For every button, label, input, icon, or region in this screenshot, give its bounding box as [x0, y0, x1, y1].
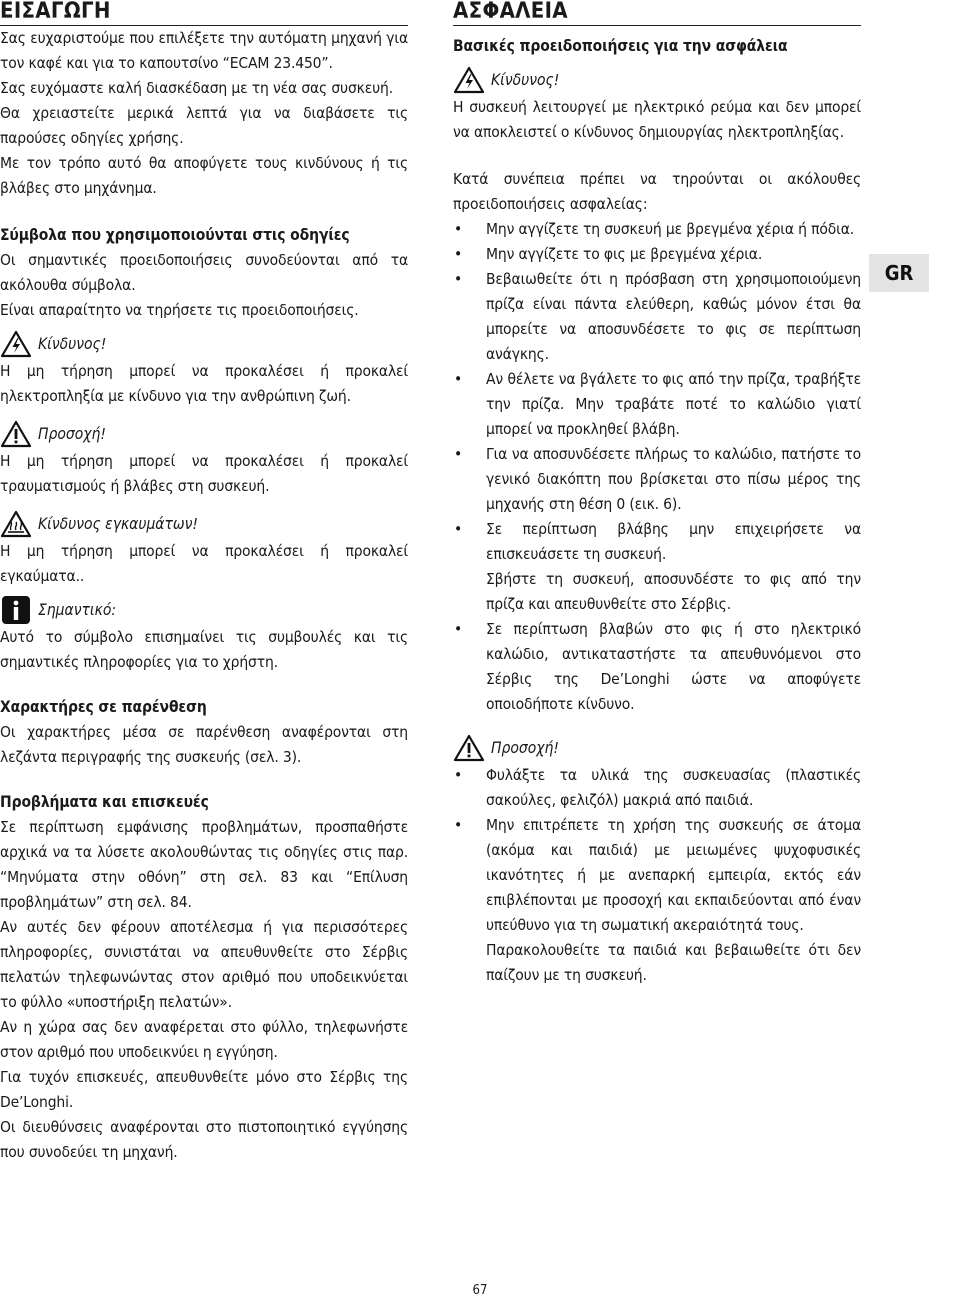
safety-danger-text: Η συσκευή λειτουργεί με ηλεκτρικό ρεύμα και δεν μπορεί να αποκλειστεί ο κίνδυνος δημιουργίας ηλεκτροπληξίας. — [453, 98, 861, 141]
problems-paragraph: Οι διευθύνσεις αναφέρονται στο πιστοποιητικό εγγύησης που συνοδεύει τη μηχανή. — [0, 1118, 408, 1161]
danger-row — [0, 329, 408, 359]
list-item: • Βεβαιωθείτε ότι η πρόσβαση στη χρησιμοποιούμενη πρίζα είναι πάντα ελεύθερη, καθώς μόνον έτσι θα μπορείτε να αποσυνδέσετε το φις σε περίπτωση ανάγκης. — [454, 270, 861, 363]
language-tab: GR — [869, 254, 929, 292]
warning-icon — [0, 420, 32, 448]
safety-subheading: Βασικές προειδοποιήσεις για την ασφάλεια — [453, 37, 788, 55]
left-column — [0, 0, 408, 1165]
electric-danger-icon — [453, 66, 485, 94]
caution-row — [0, 419, 408, 449]
safety-caution-label: Προσοχή! — [491, 738, 559, 757]
info-text: Αυτό το σύμβολο επισημαίνει τις συμβουλές και τις σημαντικές πληροφορίες για το χρήστη. — [0, 628, 408, 671]
problems-heading: Προβλήματα και επισκευές — [0, 793, 209, 811]
problems-paragraph: Σε περίπτωση εμφάνισης προβλημάτων, προσπαθήστε αρχικά να τα λύσετε ακολουθώντας τις οδηγίες στις παρ. “Μηνύματα στην οθόνη” στη σελ. 83 και “Επίλυση προβλημάτων” στη σελ. 84. — [0, 818, 408, 911]
bullet-continuation: Σβήστε τη συσκευή, αποσυνδέστε το φις από την πρίζα και απευθυνθείτε στο Σέρβις. — [486, 570, 861, 613]
safety-title: ΑΣΦΑΛΕΙΑ — [453, 0, 861, 26]
right-column — [453, 0, 861, 988]
safety-danger-label: Κίνδυνος! — [491, 70, 560, 89]
intro-paragraph: Σας ευχόμαστε καλή διασκέδαση με τη νέα σας συσκευή. — [0, 79, 393, 97]
hot-surface-icon — [0, 510, 32, 538]
list-item: • Μην επιτρέπετε τη χρήση της συσκευής σε άτομα (ακόμα και παιδιά) με μειωμένες ψυχοφυσικές ικανότητες ή με ανεπαρκή εμπειρία, εκτός εάν επιβλέπονται με προσοχή και εκπαιδεύονται από έναν υπεύθυνο για τη σωματική ακεραιότητά τους. — [454, 816, 861, 934]
brackets-text: Οι χαρακτήρες μέσα σε παρένθεση αναφέρονται στη λεζάντα περιγραφής της συσκευής (σελ. 3). — [0, 723, 408, 766]
intro-paragraph: Με τον τρόπο αυτό θα αποφύγετε τους κινδύνους ή τις βλάβες στο μηχάνημα. — [0, 154, 408, 197]
intro-paragraph: Σας ευχαριστούμε που επιλέξετε την αυτόματη μηχανή για τον καφέ και για το καπουτσίνο “ECAM 23.450”. — [0, 29, 408, 72]
brackets-heading: Χαρακτήρες σε παρένθεση — [0, 698, 207, 716]
safety-intro: Κατά συνέπεια πρέπει να τηρούνται οι ακόλουθες προειδοποιήσεις ασφαλείας: — [453, 170, 861, 213]
list-item: • Μην αγγίζετε το φις με βρεγμένα χέρια. — [454, 245, 763, 263]
intro-title: ΕΙΣΑΓΩΓΗ — [0, 0, 408, 26]
problems-paragraph: Για τυχόν επισκευές, απευθυνθείτε μόνο στο Σέρβις της De’Longhi. — [0, 1068, 408, 1111]
list-item: • Σε περίπτωση βλάβης μην επιχειρήσετε να επισκευάσετε τη συσκευή. — [454, 520, 861, 563]
caution-text: Η μη τήρηση μπορεί να προκαλέσει ή προκαλεί τραυματισμούς ή βλάβες στη συσκευή. — [0, 452, 408, 495]
list-item: • Αν θέλετε να βγάλετε το φις από την πρίζα, τραβήξτε την πρίζα. Μην τραβάτε ποτέ το καλώδιο γιατί μπορεί να προκληθεί βλάβη. — [454, 370, 861, 438]
info-row — [0, 595, 408, 625]
list-item: • Μην αγγίζετε τη συσκευή με βρεγμένα χέρια ή πόδια. — [454, 220, 855, 238]
electric-danger-icon — [0, 330, 32, 358]
caution-continuation: Παρακολουθείτε τα παιδιά και βεβαιωθείτε ότι δεν παίζουν με τη συσκευή. — [486, 941, 861, 984]
danger-label: Κίνδυνος! — [38, 334, 107, 353]
symbols-paragraph: Οι σημαντικές προειδοποιήσεις συνοδεύονται από τα ακόλουθα σύμβολα. — [0, 251, 408, 294]
warning-icon — [453, 734, 485, 762]
safety-bullet-list-2 — [453, 617, 861, 717]
list-item: • Για να αποσυνδέσετε πλήρως το καλώδιο, πατήστε το γενικό διακόπτη που βρίσκεται στο πίσω μέρος της μηχανής στη θέση 0 (εικ. 6). — [454, 445, 861, 513]
list-item: • Φυλάξτε τα υλικά της συσκευασίας (πλαστικές σακούλες, φελιζόλ) μακριά από παιδιά. — [454, 766, 861, 809]
problems-paragraph: Αν η χώρα σας δεν αναφέρεται στο φύλλο, τηλεφωνήστε στον αριθμό που υποδεικνύει η εγγύηση. — [0, 1018, 408, 1061]
caution-label: Προσοχή! — [38, 424, 106, 443]
page-number: 67 — [472, 1283, 488, 1298]
intro-paragraph: Θα χρειαστείτε μερικά λεπτά για να διαβάσετε τις παρούσες οδηγίες χρήσης. — [0, 104, 408, 147]
symbols-heading: Σύμβολα που χρησιμοποιούνται στις οδηγίες — [0, 226, 350, 244]
symbols-paragraph: Είναι απαραίτητο να τηρήσετε τις προειδοποιήσεις. — [0, 301, 359, 319]
safety-bullet-list — [453, 217, 861, 567]
list-item: • Σε περίπτωση βλαβών στο φις ή στο ηλεκτρικό καλώδιο, αντικαταστήστε τα απευθυνόμενοι στο Σέρβις της De’Longhi ώστε να αποφύγετε οποιοδήποτε κίνδυνο. — [454, 620, 861, 713]
safety-caution-row — [453, 733, 861, 763]
info-label: Σημαντικό: — [38, 600, 117, 619]
problems-paragraph: Αν αυτές δεν φέρουν αποτέλεσμα ή για περισσότερες πληροφορίες, συνιστάται να απευθυνθείτε στο Σέρβις πελατών τηλεφωνώντας στον αριθμό που υποδεικνύεται το φύλλο «υποστήριξη πελατών». — [0, 918, 408, 1011]
caution-bullet-list — [453, 763, 861, 938]
burn-label: Κίνδυνος εγκαυμάτων! — [38, 514, 198, 533]
burn-row — [0, 509, 408, 539]
burn-text: Η μη τήρηση μπορεί να προκαλέσει ή προκαλεί εγκαύματα.. — [0, 542, 408, 585]
safety-danger-row — [453, 65, 861, 95]
danger-text: Η μη τήρηση μπορεί να προκαλέσει ή προκαλεί ηλεκτροπληξία με κίνδυνο για την ανθρώπινη ζωή. — [0, 362, 408, 405]
info-icon — [0, 596, 32, 624]
